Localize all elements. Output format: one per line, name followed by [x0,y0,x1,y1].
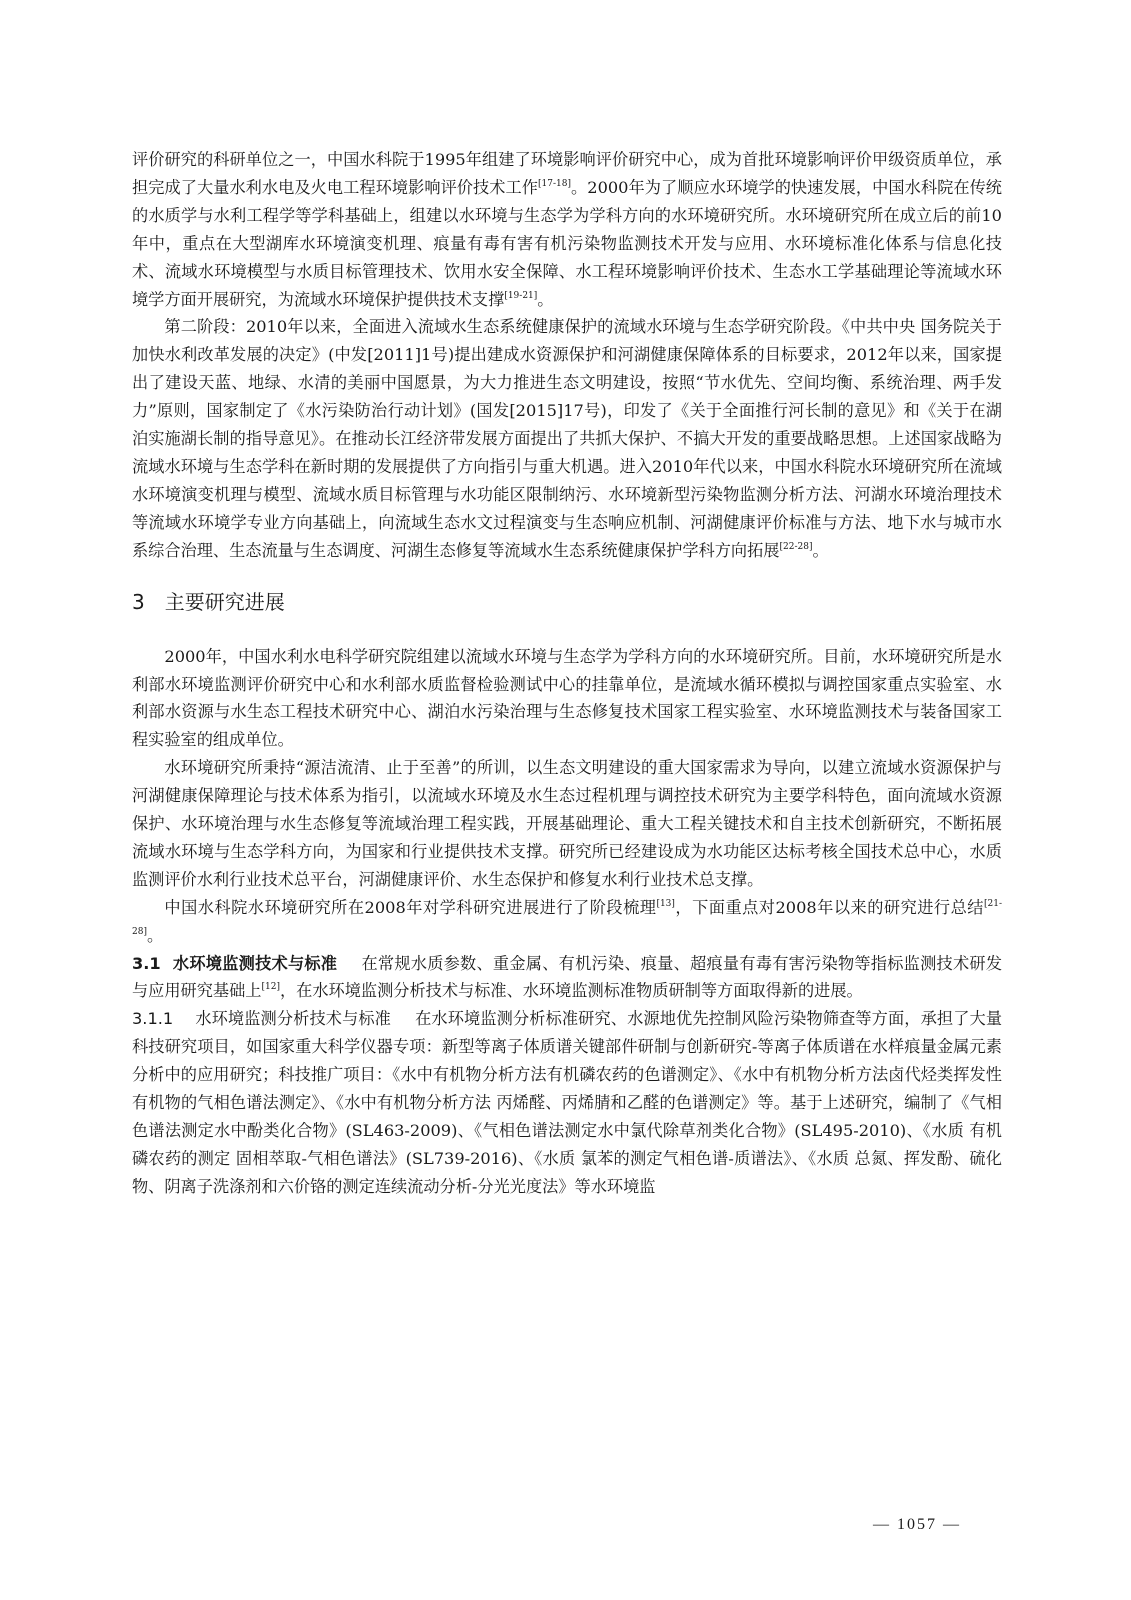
citation: [13] [656,898,675,909]
paragraph-text: 中国水科院水环境研究所在2008年对学科研究进展进行了阶段梳理 [164,897,657,917]
paragraph-intro-2 [132,313,1002,564]
paragraph-section3-2 [132,754,1002,894]
paragraph-text: 水环境研究所秉持“源洁流清、止于至善”的所训，以生态文明建设的重大国家需求为导向，以建立流域水资源保护与河湖健康保障理论与技术体系为指引，以流域水环境及水生态过程机理与调控技术研究为主要学科特色，面向流域水资源保护、水环境治理与水生态修复等流域治理工程实践，开展基础理论、重大工程关键技术和自主技术创新研究，不断拓展流域水环境与生态学科方向，为国家和行业提供技术支撑。研究所已经建设成为水功能区达标考核全国技术总中心，水质监测评价水利行业技术总平台，河湖健康评价、水生态保护和修复水利行业技术总支撑。 [132,758,1002,889]
subsection-number: 3.1 [132,953,161,973]
paragraph-section3-1 [132,643,1002,755]
paragraph-text: 第二阶段：2010年以来，全面进入流域水生态系统健康保护的流域水环境与生态学研究阶段。《中共中央 国务院关于加快水利改革发展的决定》(中发[2011]1号)提出建成水资源保护和河湖健康保障体系的目标要求，2012年以来，国家提出了建设天蓝、地绿、水清的美丽中国愿景，为大力推进生态文明建设，按照“节水优先、空间均衡、系统治理、两手发力”原则，国家制定了《水污染防治行动计划》(国发[2015]17号)，印发了《关于全面推行河长制的意见》和《关于在湖泊实施湖长制的指导意见》。在推动长江经济带发展方面提出了共抓大保护、不搞大开发的重要战略思想。上述国家战略为流域水环境与生态学科在新时期的发展提供了方向指引与重大机遇。进入2010年代以来，中国水科院水环境研究所在流域水环境演变机理与模型、流域水质目标管理与水功能区限制纳污、水环境新型污染物监测分析方法、河湖水环境治理技术等流域水环境学专业方向基础上，向流域生态水文过程演变与生态响应机制、河湖健康评价标准与方法、地下水与城市水系综合治理、生态流量与生态调度、河湖生态修复等流域水生态系统健康保护学科方向拓展 [132,317,1002,560]
paragraph-text: 。 [537,289,554,309]
subsubsection-title: 水环境监测分析技术与标准 [195,1009,391,1029]
citation: [19-21] [504,290,538,301]
paragraph-text: 。 [812,540,829,560]
page-number: — 1057 — [873,1516,961,1533]
subsubsection-heading [132,1009,391,1028]
paragraph-text: 在水环境监测分析标准研究、水源地优先控制风险污染物筛查等方面，承担了大量科技研究项目，如国家重大科学仪器专项：新型等离子体质谱关键部件研制与创新研究-等离子体质谱在水样痕量金属元素分析中的应用研究；科技推广项目：《水中有机物分析方法有机磷农药的色谱测定》、《水中有机物分析方法卤代烃类挥发性有机物的气相色谱法测定》、《水中有机物分析方法 丙烯醛、丙烯腈和乙醛的色谱测定》等。基于上述研究，编制了《气相色谱法测定水中酚类化合物》(SL463-2009)、《气相色谱法测定水中氯代除草剂类化合物》(SL495-2010)、《水质 有机磷农药的测定 固相萃取-气相色谱法》(SL739-2016)、《水质 氯苯的测定气相色谱-质谱法》、《水质 总氮、挥发酚、硫化物、阴离子洗涤剂和六价铬的测定连续流动分析-分光光度法》等水环境监 [132,1009,1003,1196]
paragraph-text: 。 [146,925,164,945]
citation: [17-18] [538,178,571,189]
citation: [22-28] [779,541,813,552]
paragraph-section3-3 [132,894,1002,950]
paragraph-section3-1-heading [132,950,1002,1006]
section-number: 3 [132,589,145,614]
section-heading-3 [132,587,1002,617]
subsection-title: 水环境监测技术与标准 [172,953,338,973]
paragraph-intro-1 [132,146,1002,313]
paragraph-text: 2000年，中国水利水电科学研究院组建以流域水环境与生态学为学科方向的水环境研究所。目前，水环境研究所是水利部水环境监测评价研究中心和水利部水质监督检验测试中心的挂靠单位，是流域水循环模拟与调控国家重点实验室、水利部水资源与水生态工程技术研究中心、湖泊水污染治理与生态修复技术国家工程实验室、水环境监测技术与装备国家工程实验室的组成单位。 [132,646,1002,750]
paragraph-section3-1-1 [132,1005,1002,1200]
paragraph-text: 评价研究的科研单位之一，中国水科院于1995年组建了环境影响评价研究中心，成为首批环境影响评价甲级资质单位，承担完成了大量水利水电及火电工程环境影响评价技术工作 [132,150,1002,197]
paragraph-text: ，在水环境监测分析技术与标准、水环境监测标准物质研制等方面取得新的进展。 [279,981,863,1001]
citation: [21-28] [132,898,1002,937]
subsubsection-number: 3.1.1 [132,1009,174,1029]
subsection-heading [132,954,337,973]
section-title: 主要研究进展 [164,589,285,614]
citation: [12] [261,982,280,993]
paragraph-text: ，下面重点对2008年以来的研究进行总结 [674,897,984,917]
paragraph-text: 。2000年为了顺应水环境学的快速发展，中国水科院在传统的水质学与水利工程学等学科基础上，组建以水环境与生态学为学科方向的水环境研究所。水环境研究所在成立后的前10年中，重点在大型湖库水环境演变机理、痕量有毒有害有机污染物监测技术开发与应用、水环境标准化体系与信息化技术、流域水环境模型与水质目标管理技术、饮用水安全保障、水工程环境影响评价技术、生态水工学基础理论等流域水环境学方面开展研究，为流域水环境保护提供技术支撑 [132,177,1002,309]
paragraph-text: 在常规水质参数、重金属、有机污染、痕量、超痕量有毒有害污染物等指标监测技术研发与应用研究基础上 [132,953,1003,1001]
article-body [132,146,1002,1201]
